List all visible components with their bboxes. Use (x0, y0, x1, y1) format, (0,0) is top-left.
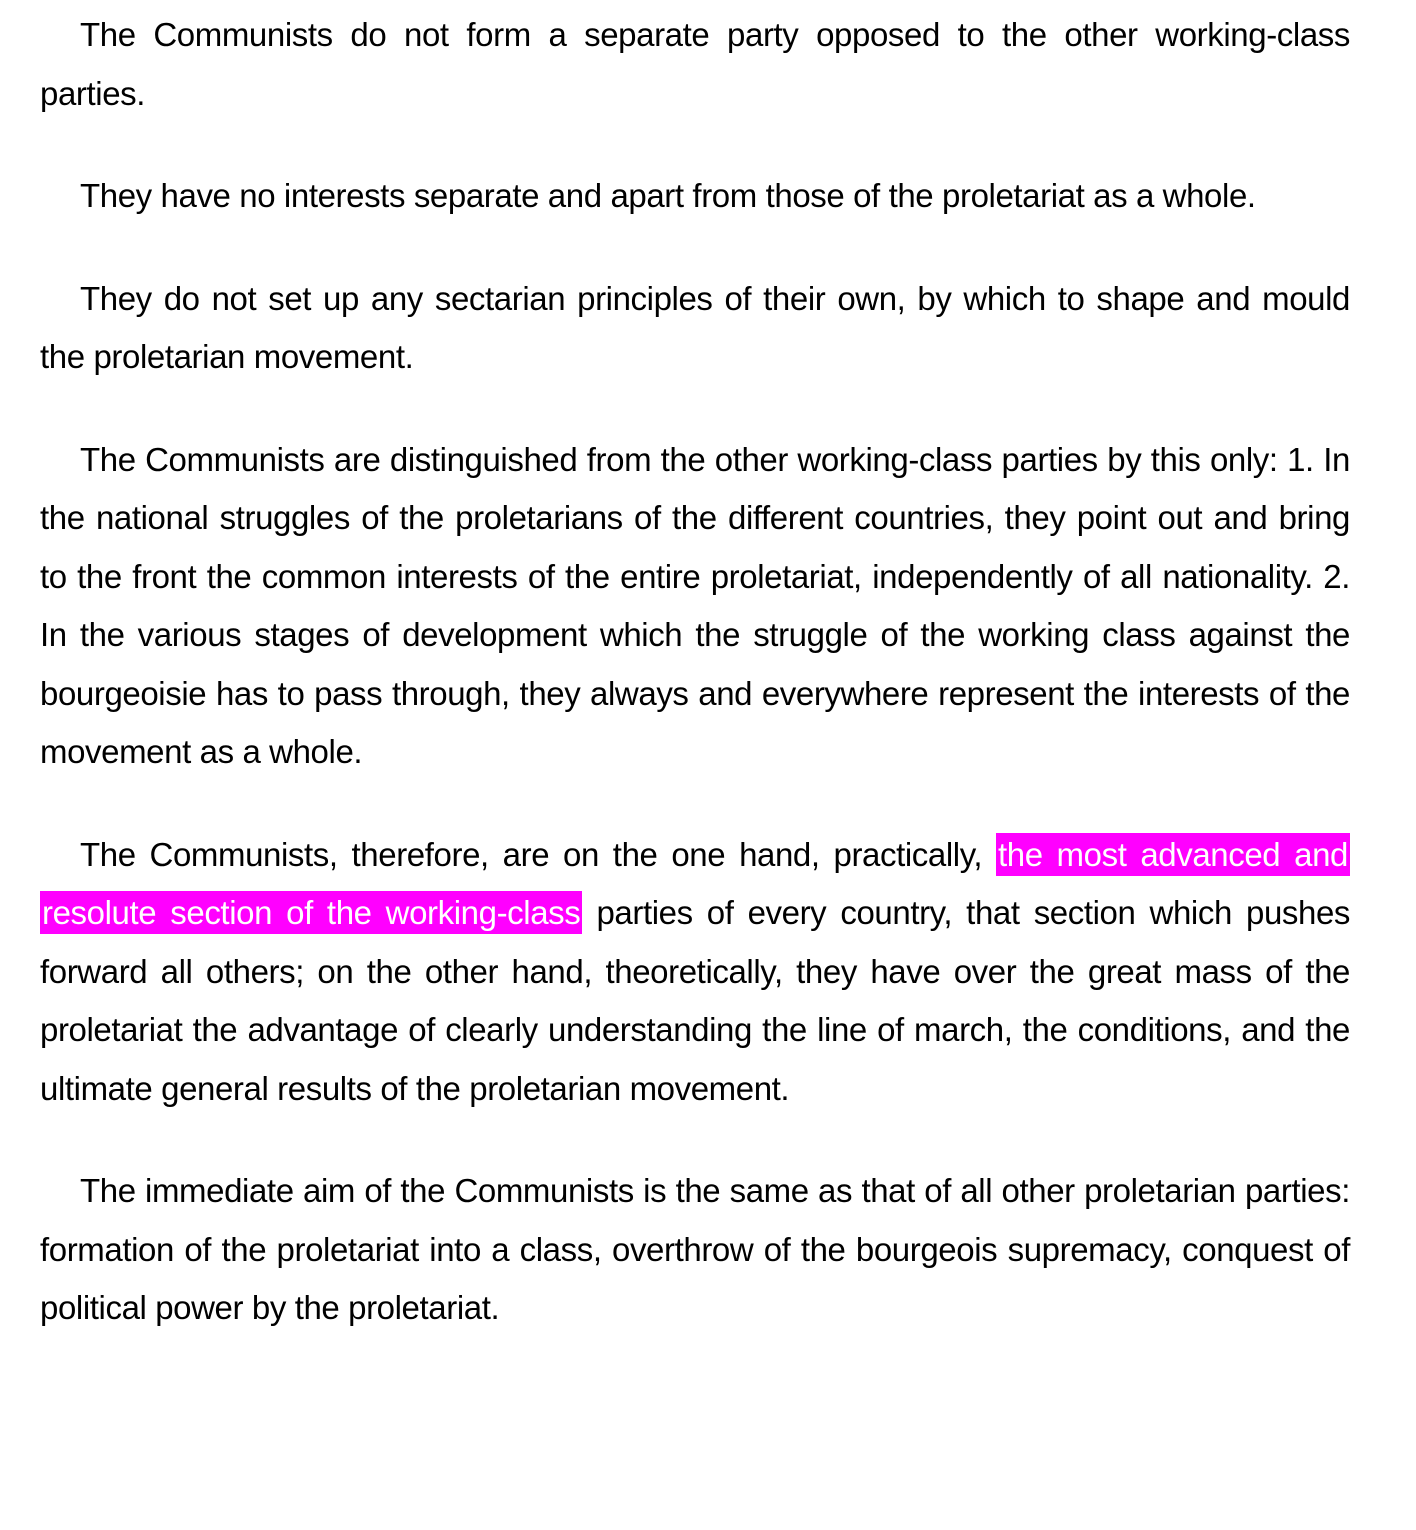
paragraph-text: They do not set up any sectarian principles of their own, by which to shape and mould the proletarian movement. (40, 279, 1350, 375)
paragraph-4 (40, 431, 1350, 782)
paragraph-text: The immediate aim of the Communists is the same as that of all other proletarian parties: formation of the proletariat into a class, overthrow of the bourgeois supremacy, conquest of political power by the proletariat. (40, 1172, 1350, 1326)
paragraph-text: parties of every country, that section which pushes forward all others; on the other hand, theoretically, they have over the great mass of the proletariat the advantage of clearly understanding the line of march, the conditions, and the ultimate general results of the proletarian movement. (40, 894, 1350, 1107)
paragraph-1 (40, 6, 1350, 123)
paragraph-3 (40, 270, 1350, 387)
paragraph-text: The Communists do not form a separate party opposed to the other working-class parties. (40, 16, 1350, 112)
paragraph-6 (40, 1162, 1350, 1338)
paragraph-text: The Communists, therefore, are on the one hand, practically, (80, 835, 997, 873)
highlighted-text: the most advanced and resolute section of the working-class (40, 833, 1350, 935)
paragraph-5 (40, 826, 1350, 1119)
paragraph-text: They have no interests separate and apart from those of the proletariat as a whole. (80, 177, 1256, 214)
paragraph-text: The Communists are distinguished from the other working-class parties by this only: 1. In the national struggles of the proletarians of the different countries, they point out and bring to the front the common interests of the entire proletariat, independently of all nationality. 2. In the various stages of development which the struggle of the working class against the bourgeoisie has to pass through, they always and everywhere represent the interests of the movement as a whole. (40, 440, 1350, 770)
paragraph-2 (40, 167, 1350, 226)
